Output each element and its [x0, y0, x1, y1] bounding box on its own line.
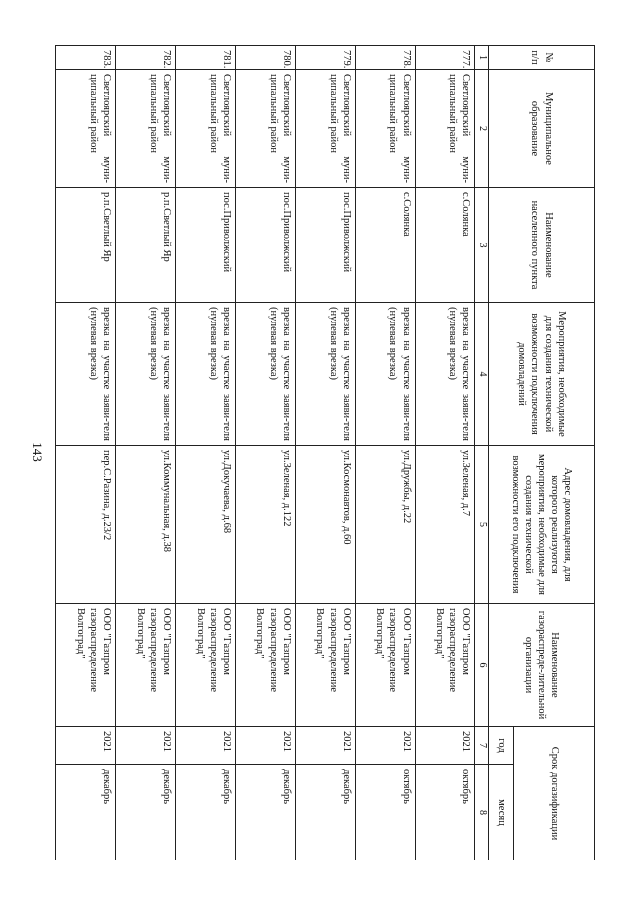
header-term: Срок догазификации — [514, 727, 595, 861]
row-number: 783. — [56, 46, 116, 70]
row-municipal: Светлоярский муни-ципальный район — [175, 70, 235, 188]
row-month: декабрь — [56, 765, 116, 861]
row-measures: врезка на участке заяви-теля (нулевая врезка) — [295, 303, 355, 446]
table-row — [175, 46, 235, 861]
row-settlement: р.п.Светлый Яр — [115, 188, 175, 303]
row-measures: врезка на участке заяви-теля (нулевая врезка) — [415, 303, 475, 446]
table-row — [415, 46, 475, 861]
row-org: ООО "Газпром газораспределение Волгоград" — [295, 604, 355, 727]
row-number: 780. — [235, 46, 295, 70]
row-municipal: Светлоярский муни-ципальный район — [235, 70, 295, 188]
row-year: 2021 — [115, 727, 175, 765]
table-row — [235, 46, 295, 861]
row-org: ООО "Газпром газораспределение Волгоград" — [175, 604, 235, 727]
row-month: октябрь — [355, 765, 415, 861]
row-year: 2021 — [235, 727, 295, 765]
row-number: 778. — [355, 46, 415, 70]
row-org: ООО "Газпром газораспределение Волгоград" — [115, 604, 175, 727]
row-month: декабрь — [115, 765, 175, 861]
table-row — [295, 46, 355, 861]
row-municipal: Светлоярский муни-ципальный район — [56, 70, 116, 188]
row-settlement: с.Солянка — [415, 188, 475, 303]
row-address: пер.С.Разина, д.23/2 — [56, 446, 116, 604]
row-number: 782. — [115, 46, 175, 70]
row-address: ул.Зеленая, д.122 — [235, 446, 295, 604]
row-municipal: Светлоярский муни-ципальный район — [295, 70, 355, 188]
row-year: 2021 — [415, 727, 475, 765]
row-settlement: пос.Приволжский — [295, 188, 355, 303]
column-number: 3 — [475, 188, 489, 303]
row-year: 2021 — [355, 727, 415, 765]
header-address: Адрес домовладения, для которого реализуются мероприятия, необходимые для создания технической возможности его подключения — [489, 446, 595, 604]
row-month: октябрь — [415, 765, 475, 861]
row-settlement: с.Солянка — [355, 188, 415, 303]
row-org: ООО "Газпром газораспределение Волгоград" — [235, 604, 295, 727]
row-measures: врезка на участке заяви-теля (нулевая врезка) — [175, 303, 235, 446]
row-year: 2021 — [56, 727, 116, 765]
row-org: ООО "Газпром газораспределение Волгоград" — [415, 604, 475, 727]
header-settlement: Наименование населенного пункта — [489, 188, 595, 303]
row-measures: врезка на участке заяви-теля (нулевая врезка) — [115, 303, 175, 446]
row-municipal: Светлоярский муни-ципальный район — [415, 70, 475, 188]
row-address: ул.Космонавтов, д.60 — [295, 446, 355, 604]
row-address: ул.Докучаева, д.68 — [175, 446, 235, 604]
row-month: декабрь — [295, 765, 355, 861]
row-settlement: пос.Приволжский — [235, 188, 295, 303]
header-org: Наименование газораспреде-лительной организации — [489, 604, 595, 727]
header-month: месяц — [489, 765, 514, 861]
row-address: ул.Зеленая, д.7 — [415, 446, 475, 604]
gasification-table — [55, 45, 595, 860]
row-settlement: р.п.Светлый Яр — [56, 188, 116, 303]
header-year: год — [489, 727, 514, 765]
row-month: декабрь — [235, 765, 295, 861]
table-row — [56, 46, 116, 861]
row-address: ул.Коммунальная, д.38 — [115, 446, 175, 604]
table-row — [115, 46, 175, 861]
row-org: ООО "Газпром газораспределение Волгоград" — [355, 604, 415, 727]
column-number: 2 — [475, 70, 489, 188]
row-settlement: пос.Приволжский — [175, 188, 235, 303]
row-number: 779. — [295, 46, 355, 70]
row-org: ООО "Газпром газораспределение Волгоград" — [56, 604, 116, 727]
row-measures: врезка на участке заяви-теля (нулевая врезка) — [355, 303, 415, 446]
table-row — [355, 46, 415, 861]
row-address: ул.Дружбы, д.22 — [355, 446, 415, 604]
row-municipal: Светлоярский муни-ципальный район — [355, 70, 415, 188]
column-number: 7 — [475, 727, 489, 765]
table-container — [55, 45, 595, 860]
column-number: 4 — [475, 303, 489, 446]
row-measures: врезка на участке заяви-теля (нулевая врезка) — [235, 303, 295, 446]
header-measures: Мероприятия, необходимые для создания технической возможности подключения домовладений — [489, 303, 595, 446]
column-number: 5 — [475, 446, 489, 604]
column-number: 8 — [475, 765, 489, 861]
header-municipal: Муниципальное образование — [489, 70, 595, 188]
row-municipal: Светлоярский муни-ципальный район — [115, 70, 175, 188]
row-year: 2021 — [175, 727, 235, 765]
row-year: 2021 — [295, 727, 355, 765]
row-number: 781. — [175, 46, 235, 70]
column-number-row — [475, 46, 489, 861]
page-number: 143 — [30, 442, 45, 462]
header-row — [514, 46, 595, 861]
row-month: декабрь — [175, 765, 235, 861]
column-number: 6 — [475, 604, 489, 727]
rotated-table-frame — [55, 45, 595, 860]
row-number: 777. — [415, 46, 475, 70]
column-number: 1 — [475, 46, 489, 70]
row-measures: врезка на участке заяви-теля (нулевая врезка) — [56, 303, 116, 446]
header-num: № п/п — [489, 46, 595, 70]
